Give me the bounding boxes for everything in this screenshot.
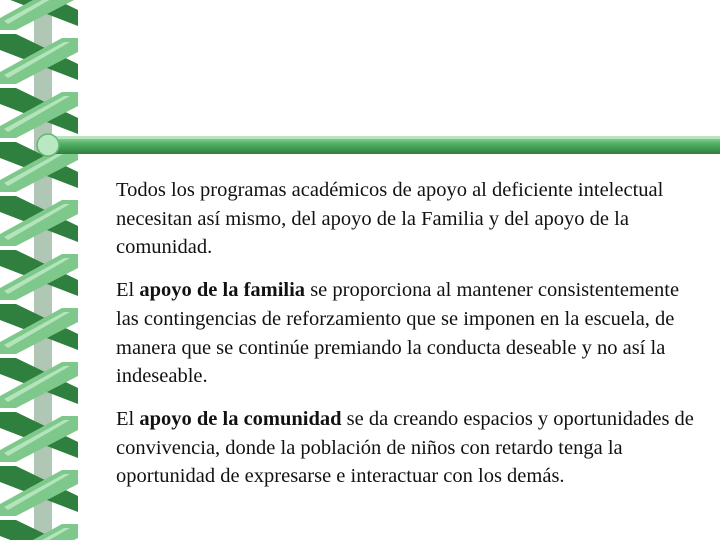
paragraph-text: El <box>116 279 140 302</box>
horizontal-rule-highlight <box>50 136 720 139</box>
paragraph-family-support <box>116 276 706 391</box>
paragraph-programs <box>116 176 706 262</box>
paragraph-community-support <box>116 405 706 491</box>
paragraph-text: El <box>116 407 140 430</box>
paragraph-text: se proporciona al mantener consistentemente las contingencias de reforzamiento que se imponen en la escuela, de manera que se continúe premiando la conducta deseable y no así la indeseable. <box>116 279 680 388</box>
emphasis-text: apoyo de la familia <box>139 279 306 302</box>
zigzag-ribbon <box>0 0 78 540</box>
paragraph-text: se da creando espacios y oportunidades de convivencia, donde la población de niños con retardo tenga la oportunidad de expresarse e interactuar con los demás. <box>116 407 694 488</box>
rule-knob <box>37 134 59 156</box>
emphasis-text: apoyo de la comunidad <box>139 407 342 430</box>
paragraph-text: Todos los programas académicos de apoyo al deficiente intelectual necesitan así mismo, del apoyo de la Familia y del apoyo de la comunidad. <box>116 179 664 259</box>
slide-body <box>116 176 706 505</box>
